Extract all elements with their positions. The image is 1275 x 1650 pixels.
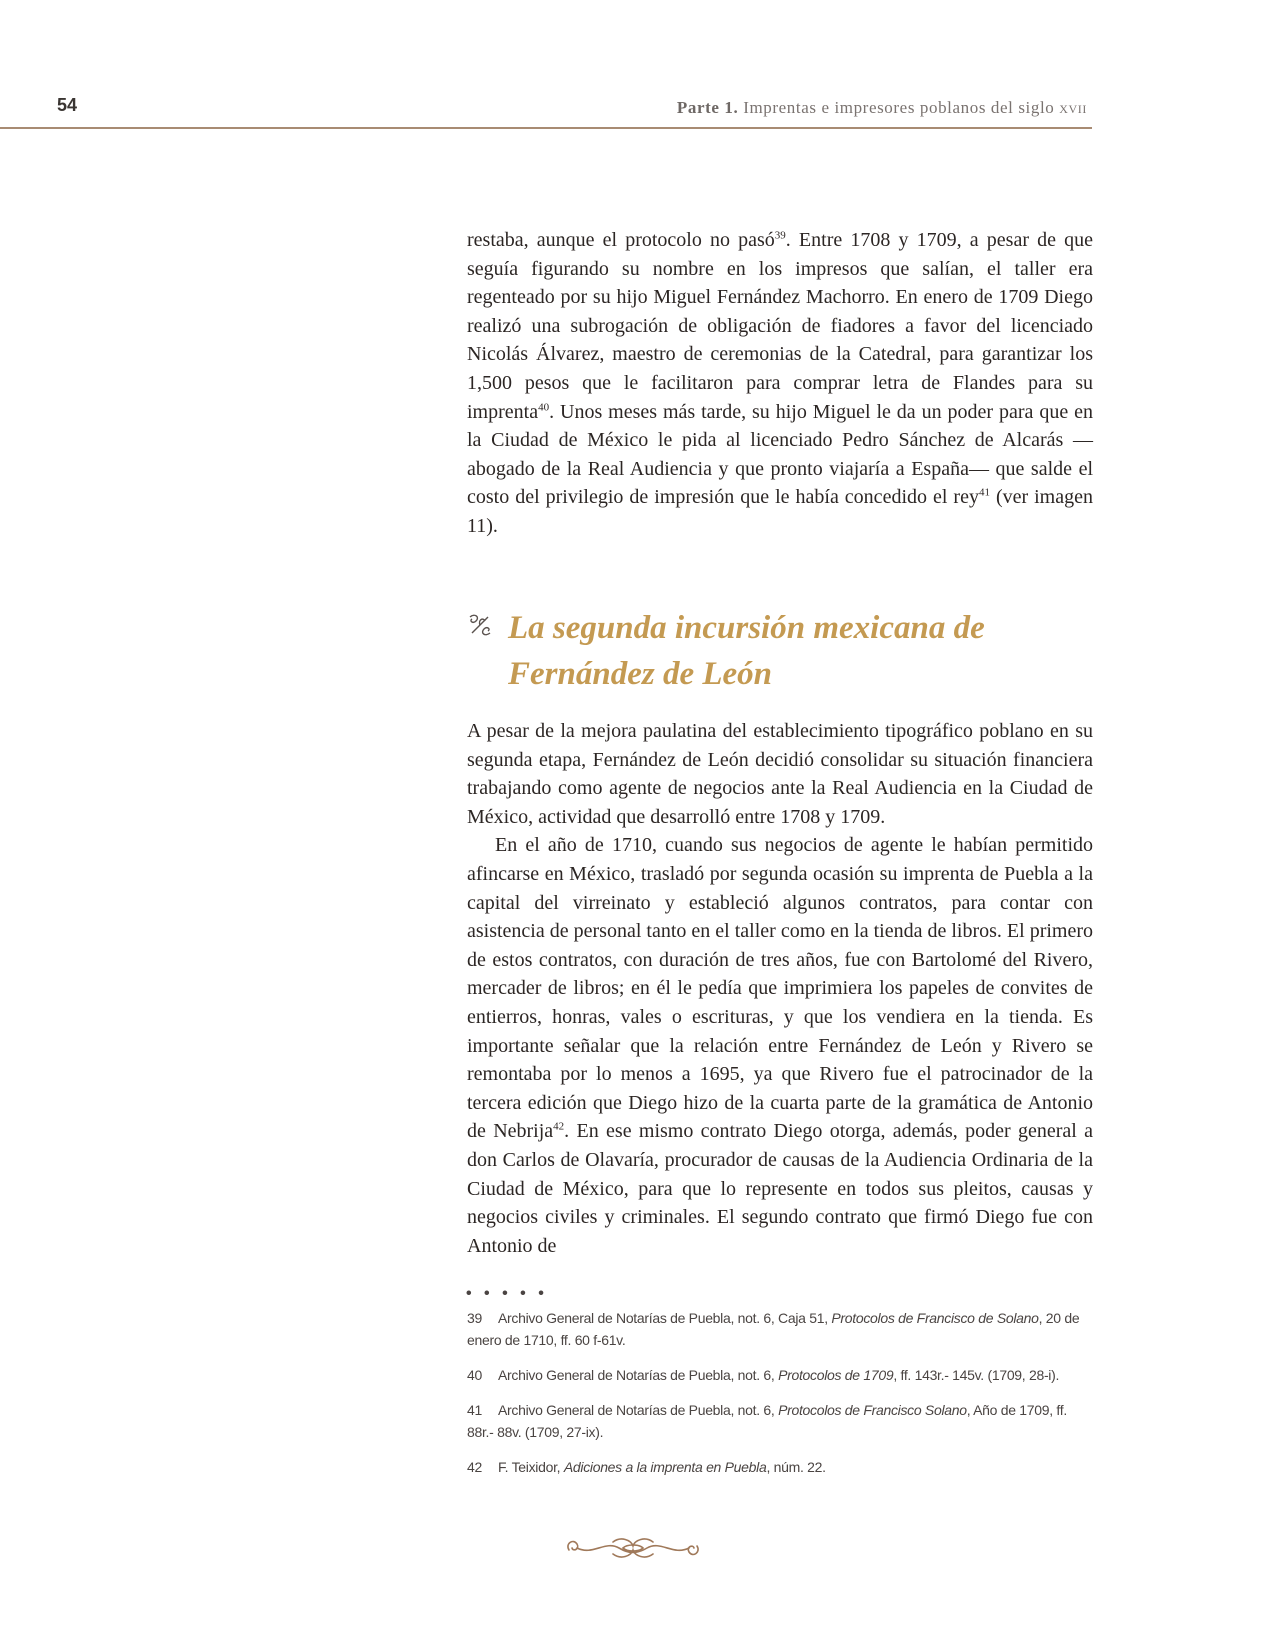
footnotes bbox=[467, 1307, 1093, 1491]
footnote-text: F. Teixidor, bbox=[497, 1459, 564, 1475]
footnote-ref-42[interactable]: 42 bbox=[553, 1120, 565, 1133]
paragraph-3-text-b: . En ese mismo contrato Diego otorga, además, poder general a don Carlos de Olavaría, procurador de causas de la Audiencia Ordinaria de la Ciudad de México, para que lo represente en todos sus pleitos, causas y negocios civiles y criminales. El segundo contrato que firmó Diego fue con Antonio de bbox=[467, 1120, 1093, 1257]
footnote-text: , núm. 22. bbox=[766, 1459, 826, 1475]
running-head-century: xvii bbox=[1059, 98, 1087, 117]
footnote-text: Archivo General de Notarías de Puebla, not. 6, bbox=[497, 1367, 779, 1383]
running-head bbox=[677, 98, 1087, 118]
footnote-text: , 20 de enero de 1710, ff. 60 f-61v. bbox=[467, 1310, 1080, 1348]
footnote-text: , ff. 143r.- 145v. (1709, 28-i). bbox=[893, 1367, 1060, 1383]
body-text-top bbox=[467, 226, 1093, 541]
paragraph-3-text-a: En el año de 1710, cuando sus negocios de agente le habían permitido afincarse en México, trasladó por segunda ocasión su imprenta de Puebla a la capital del virreinato y estableció algunos contratos, para contar con asistencia de personal tanto en el taller como en la tienda de libros. El primero de estos contratos, con duración de tres años, fue con Bartolomé del Rivero, mercader de libros; en él le pedía que imprimiera los papeles de convites de entierros, honras, vales o escrituras, y que los vendiera en la tienda. Es importante señalar que la relación entre Fernández de León y Rivero se remontaba por lo menos a 1695, ya que Rivero fue el patrocinador de la tercera edición que Diego hizo de la cuarta parte de la gramática de Antonio de Nebrija bbox=[467, 834, 1093, 1143]
paragraph-1 bbox=[467, 226, 1093, 541]
running-head-part: Parte 1. bbox=[676, 98, 739, 117]
footnote-number: 40 bbox=[467, 1367, 482, 1383]
footnote-title: Protocolos de Francisco de Solano bbox=[831, 1310, 1039, 1326]
footnote-39 bbox=[467, 1307, 1093, 1351]
footnote-title: Protocolos de Francisco Solano bbox=[778, 1402, 967, 1418]
footnote-number: 39 bbox=[467, 1310, 482, 1326]
footnote-title: Protocolos de 1709 bbox=[778, 1367, 894, 1383]
footnote-separator: • • • • • bbox=[466, 1285, 548, 1302]
paragraph-3 bbox=[467, 831, 1093, 1260]
footnote-text: Archivo General de Notarías de Puebla, not. 6, Caja 51, bbox=[497, 1310, 832, 1326]
footnote-title: Adiciones a la imprenta en Puebla bbox=[563, 1459, 767, 1475]
paragraph-1-text-b: . Entre 1708 y 1709, a pesar de que seguía figurando su nombre en los impresos que salían, el taller era regenteado por su hijo Miguel Fernández Machorro. En enero de 1709 Diego realizó una subrogación de obligación de fiadores a favor del licenciado Nicolás Álvarez, maestro de ceremonias de la Catedral, para garantizar los 1,500 pesos que le facilitaron para comprar letra de Flandes para su imprenta bbox=[467, 229, 1093, 423]
scroll-ornament-icon bbox=[563, 1532, 703, 1564]
paragraph-2: A pesar de la mejora paulatina del establecimiento tipográfico poblano en su segunda etapa, Fernández de León decidió consolidar su situación financiera trabajando como agente de negocios ante la Real Audiencia en la Ciudad de México, actividad que desarrolló entre 1708 y 1709. bbox=[467, 720, 1093, 828]
footnote-number: 41 bbox=[467, 1402, 482, 1418]
section-title: La segunda incursión mexicana de Fernández de León bbox=[508, 610, 985, 692]
footnote-text: Archivo General de Notarías de Puebla, not. 6, bbox=[497, 1402, 779, 1418]
footnote-ref-39[interactable]: 39 bbox=[774, 229, 786, 242]
footnote-text: , Año de 1709, ff. 88r.- 88v. (1709, 27-ix). bbox=[467, 1402, 1067, 1440]
paragraph-1-text-a: restaba, aunque el protocolo no pasó bbox=[467, 229, 775, 251]
fleuron-icon bbox=[466, 611, 494, 639]
footnote-41 bbox=[467, 1399, 1093, 1443]
footnote-40 bbox=[467, 1364, 1093, 1386]
page-number: 54 bbox=[57, 95, 78, 115]
running-head-title: Imprentas e impresores poblanos del siglo bbox=[743, 98, 1055, 117]
footnote-ref-40[interactable]: 40 bbox=[538, 400, 550, 413]
footnote-ref-41[interactable]: 41 bbox=[978, 486, 990, 499]
paragraph-1-text-c: . Unos meses más tarde, su hijo Miguel le da un poder para que en la Ciudad de México le pida al licenciado Pedro Sánchez de Alcarás —abogado de la Real Audiencia y que pronto viajaría a España— que salde el costo del privilegio de impresión que le había concedido el rey bbox=[467, 400, 1093, 509]
header-rule bbox=[0, 127, 1092, 129]
footnote-42 bbox=[467, 1456, 1093, 1478]
section-heading bbox=[466, 605, 1106, 697]
footnote-number: 42 bbox=[467, 1459, 482, 1475]
body-text-bottom bbox=[467, 717, 1093, 1260]
paragraph-1-text-d: (ver imagen 11). bbox=[467, 486, 1093, 537]
